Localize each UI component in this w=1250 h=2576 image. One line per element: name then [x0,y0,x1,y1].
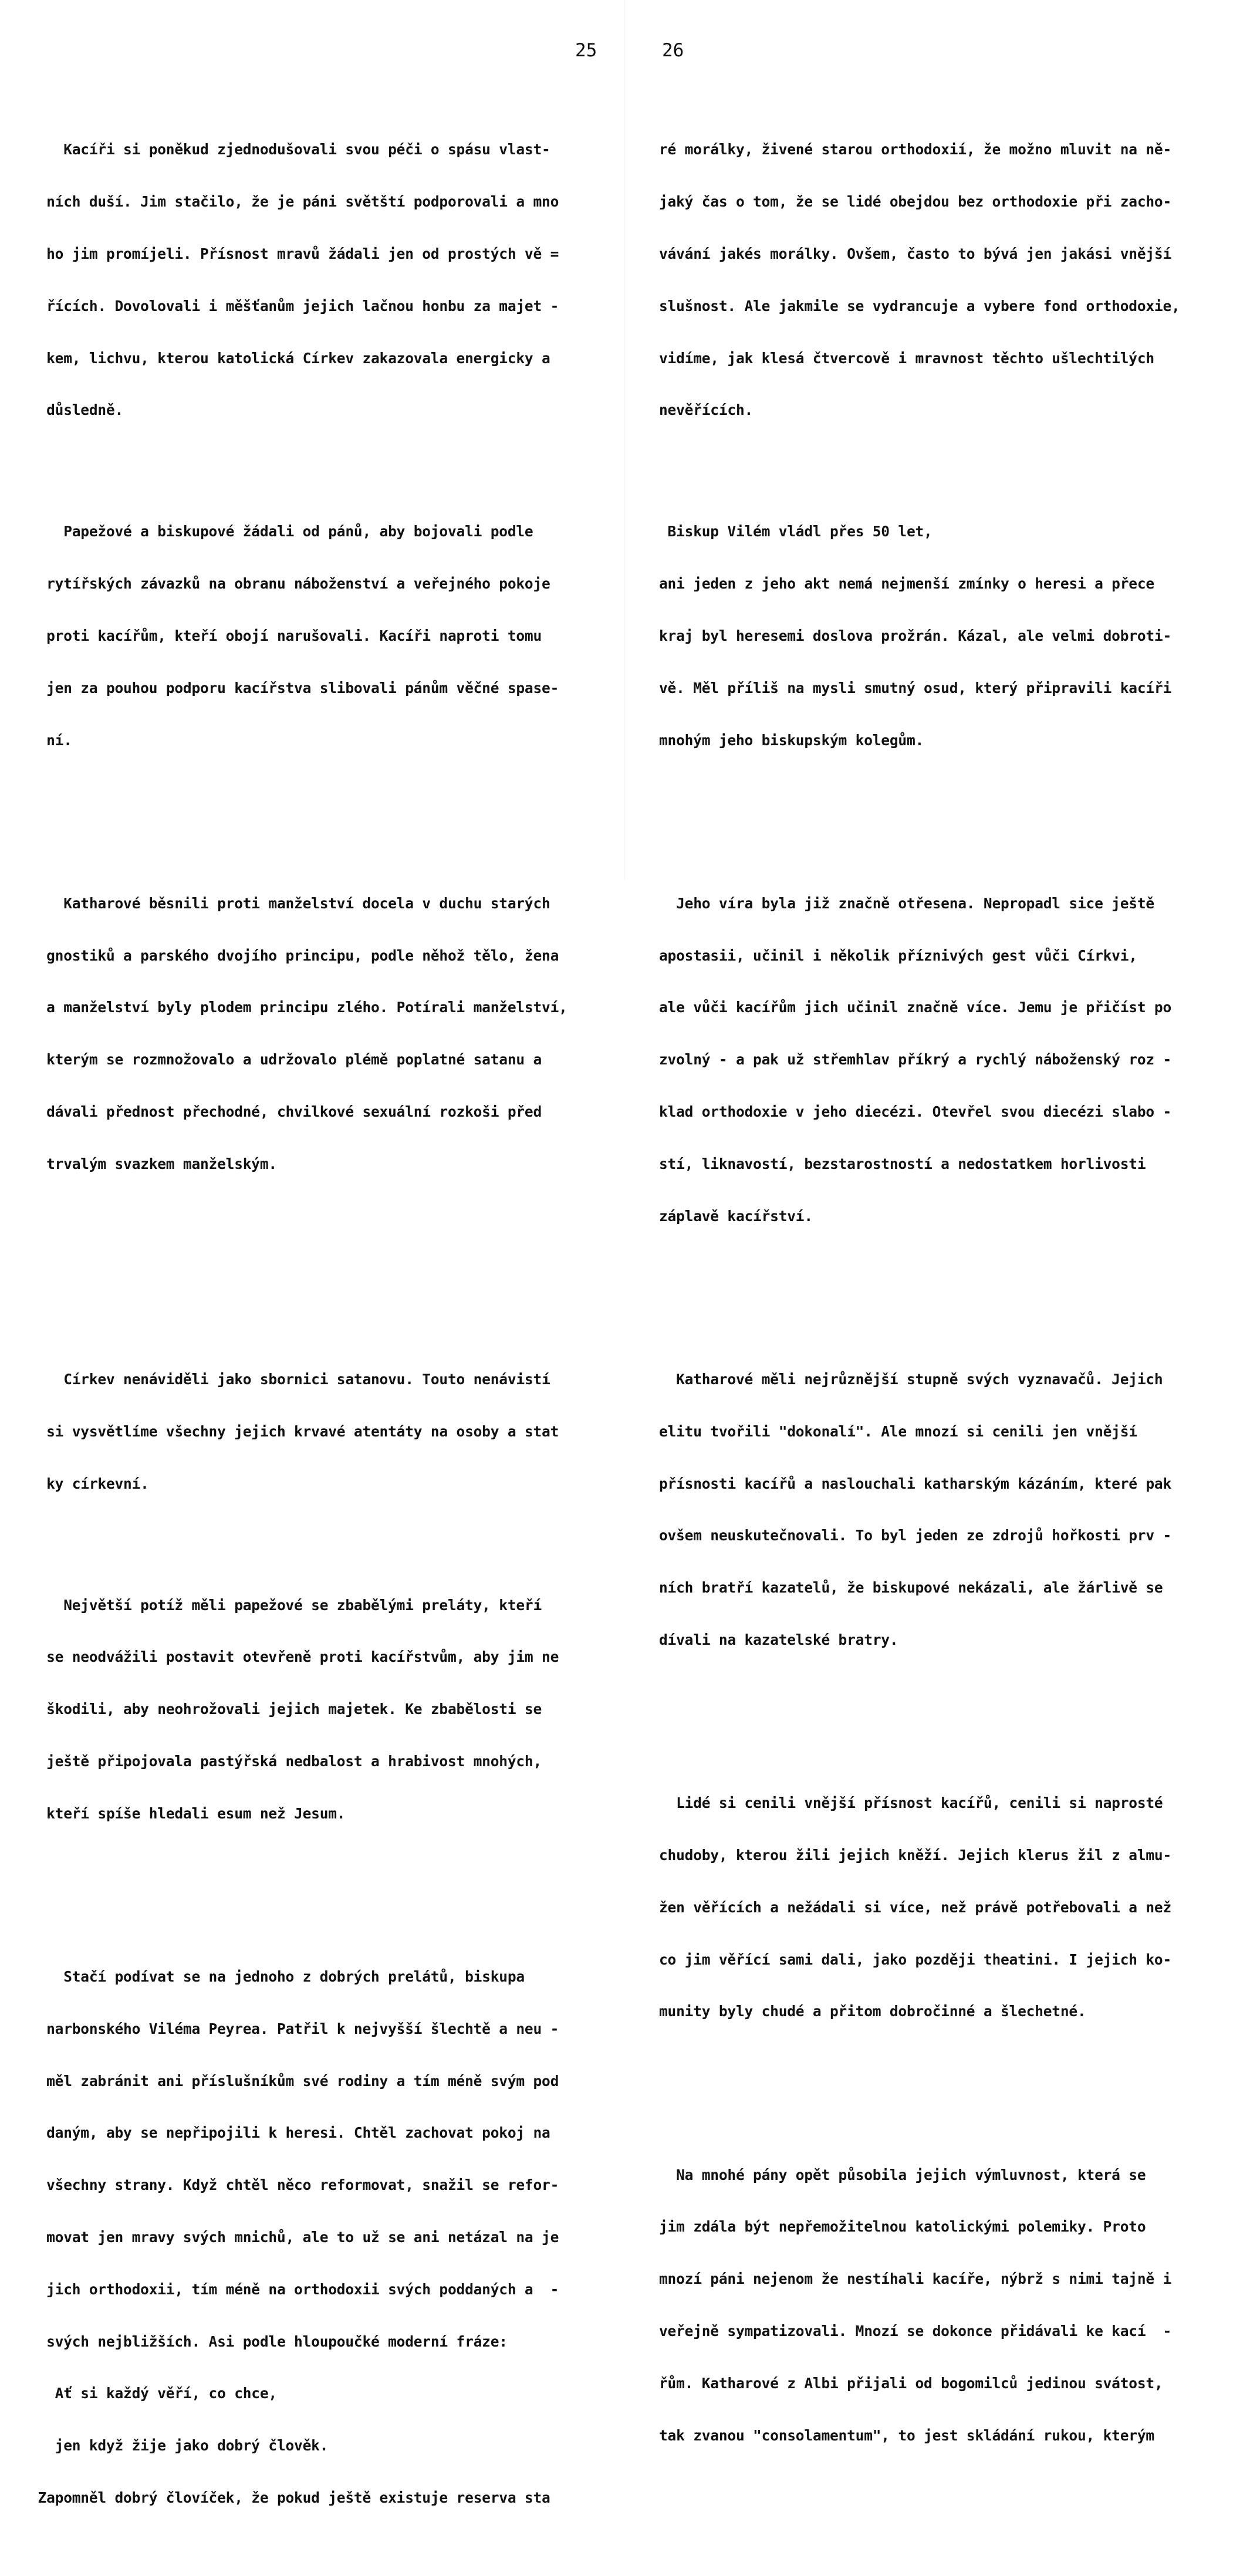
text-line: dívali na kazatelské bratry. [659,1631,898,1648]
left-paragraph-3 [29,860,599,1260]
text-line: proti kacířům, kteří obojí narušovali. Kacíři naproti tomu [29,627,542,644]
text-line: ale vůči kacířům jich učinil značně více. Jemu je přičíst po [659,999,1172,1016]
text-line: jaký čas o tom, že se lidé obejdou bez orthodoxie při zacho- [659,193,1172,211]
left-page-number: 25 [575,40,597,61]
text-line: vávání jakés morálky. Ovšem, často to bývá jen jakási vnější [659,245,1172,262]
text-line: Jeho víra byla již značně otřesena. Nepropadl sice ještě [659,894,1154,912]
text-line: trvalým svazkem manželským. [29,1155,277,1172]
text-line: ani jeden z jeho akt nemá nejmenší zmínky o heresi a přece [659,575,1154,593]
text-line: svých nejbližších. Asi podle hloupoučké moderní fráze: [29,2332,508,2350]
text-line: kteří spíše hledali esum než Jesum. [29,1804,346,1822]
right-paragraph-1 [659,106,1234,454]
text-line: žen věřících a nežádali si více, než právě potřebovali a než [659,1898,1172,1916]
text-line: dávali přednost přechodné, chvilkové sexuální rozkoši před [29,1103,542,1121]
text-line: Církev nenáviděli jako sbornici satanovu. Touto nenávistí [29,1370,550,1388]
left-paragraph-4 [29,1336,599,1527]
right-paragraph-2 [659,488,1234,783]
text-line: narbonského Viléma Peyrea. Patřil k nejvyšší šlechtě a neu - [29,2020,559,2037]
text-line: Ať si každý věří, co chce, [29,2385,277,2402]
text-line: škodili, aby neohrožovali jejich majetek. Ke zbabělosti se [29,1701,542,1718]
text-line: všechny strany. Když chtěl něco reformovat, snažil se refor- [29,2176,559,2194]
text-line: ho jim promíjeli. Přísnost mravů žádali jen od prostých vě = [29,245,559,262]
text-line: Stačí podívat se na jednoho z dobrých prelátů, biskupa [29,1968,525,1986]
right-page-number: 26 [662,40,684,61]
text-line: měl zabránit ani příslušníkům své rodiny a tím méně svým pod [29,2072,559,2090]
text-line: mnozí páni nejenom že nestíhali kacíře, nýbrž s nimi tajně i [659,2270,1172,2288]
text-line: Zapomněl dobrý človíček, že pokud ještě existuje reserva sta [29,2489,550,2506]
left-paragraph-6 [29,1933,599,2541]
text-line: elitu tvořili "dokonalí". Ale mnozí si cenili jen vnější [659,1422,1137,1440]
text-line: řících. Dovolovali i měšťanům jejich lačnou honbu za majet - [29,297,559,315]
text-line: jen když žije jako dobrý člověk. [29,2437,329,2455]
text-line: munity byly chudé a přitom dobročinné a šlechetné. [659,2003,1086,2020]
text-line: ovšem neuskutečnovali. To byl jeden ze zdrojů hořkosti prv - [659,1527,1172,1544]
text-line: a manželství byly plodem principu zlého. Potírali manželství, [29,999,567,1016]
right-page [625,0,1250,2444]
left-page-text [29,72,599,2576]
text-line: nevěřících. [659,401,754,419]
text-line: ních duší. Jim stačilo, že je páni světští podporovali a mno [29,193,559,211]
left-paragraph-5 [29,1561,599,1857]
text-line: kterým se rozmnožovalo a udržovalo plémě poplatné satanu a [29,1051,542,1069]
text-line: stí, liknavostí, bezstarostností a nedostatkem horlivosti [659,1155,1146,1172]
text-line: Lidé si cenili vnější přísnost kacířů, cenili si naprosté [659,1794,1163,1812]
right-paragraph-4 [659,1336,1234,1683]
text-line: rytířských závazků na obranu náboženství a veřejného pokoje [29,575,550,593]
text-line: ky církevní. [29,1475,149,1492]
text-line: záplavě kacířství. [659,1207,813,1225]
text-line: movat jen mravy svých mnichů, ale to už se ani netázal na je [29,2229,559,2246]
text-line: veřejně sympatizovali. Mnozí se dokonce přidávali ke kací - [659,2323,1172,2340]
text-line: vě. Měl příliš na mysli smutný osud, který připravili kacíři [659,679,1172,697]
text-line: daným, aby se nepřipojili k heresi. Chtěl zachovat pokoj na [29,2124,550,2142]
text-line: si vysvětlíme všechny jejich krvavé atentáty na osoby a stat [29,1422,559,1440]
left-page [0,0,625,2506]
text-line: Katharové běsnili proti manželství docela v duchu starých [29,894,550,912]
text-line: ní. [29,731,72,749]
text-line: přísnosti kacířů a naslouchali katharským kázáním, které pak [659,1475,1172,1492]
text-line: jich orthodoxii, tím méně na orthodoxii svých poddaných a - [29,2280,559,2298]
text-line: ještě připojovala pastýřská nedbalost a hrabivost mnohých, [29,1753,542,1770]
text-line: Na mnohé pány opět působila jejich výmluvnost, která se [659,2166,1146,2183]
right-paragraph-3 [659,860,1234,1260]
text-line: Biskup Vilém vládl přes 50 let, [659,523,933,540]
text-line: co jim věřící sami dali, jako později theatini. I jejich ko- [659,1950,1172,1968]
text-line: jim zdála být nepřemožitelnou katolickými polemiky. Proto [659,2218,1146,2236]
text-line: chudoby, kterou žili jejich kněží. Jejich klerus žil z almu- [659,1846,1172,1864]
left-paragraph-1 [29,106,599,454]
text-line: mnohým jeho biskupským kolegům. [659,731,924,749]
text-line: kem, lichvu, kterou katolická Církev zakazovala energicky a [29,349,550,367]
right-paragraph-6 [659,2131,1234,2479]
text-line: tak zvanou "consolamentum", to jest skládání rukou, kterým [659,2426,1154,2444]
text-line: Kacíři si poněkud zjednodušovali svou péči o spásu vlast- [29,141,550,158]
text-line: řům. Katharové z Albi přijali od bogomilců jedinou svátost, [659,2374,1163,2392]
text-line: apostasii, učinil i několik příznivých gest vůči Církvi, [659,946,1137,964]
text-line: vidíme, jak klesá čtvercově i mravnost těchto ušlechtilých [659,349,1154,367]
text-line: Největší potíž měli papežové se zbabělými preláty, kteří [29,1596,542,1614]
text-line [29,1208,599,1225]
text-line: důsledně. [29,401,124,419]
text-line: Katharové měli nejrůznější stupně svých vyznavačů. Jejich [659,1370,1163,1388]
right-paragraph-5 [659,1760,1234,2055]
text-line: Papežové a biskupové žádali od pánů, aby bojovali podle [29,523,533,540]
left-paragraph-2 [29,488,599,783]
right-page-text [659,72,1234,2514]
text-line: gnostiků a parského dvojího principu, podle něhož tělo, žena [29,946,559,964]
text-line: slušnost. Ale jakmile se vydrancuje a vybere fond orthodoxie, [659,297,1180,315]
text-line: se neodvážili postavit otevřeně proti kacířstvům, aby jim ne [29,1648,559,1666]
text-line: ré morálky, živené starou orthodoxií, že možno mluvit na ně- [659,141,1172,158]
text-line: klad orthodoxie v jeho diecézi. Otevřel svou diecézi slabo - [659,1103,1172,1121]
text-line: ních bratří kazatelů, že biskupové nekázali, ale žárlivě se [659,1579,1163,1597]
text-line: zvolný - a pak už střemhlav příkrý a rychlý náboženský roz - [659,1051,1172,1069]
text-line: kraj byl heresemi doslova prožrán. Kázal, ale velmi dobroti- [659,627,1172,644]
text-line: jen za pouhou podporu kacířstva slibovali pánům věčné spase- [29,679,559,697]
